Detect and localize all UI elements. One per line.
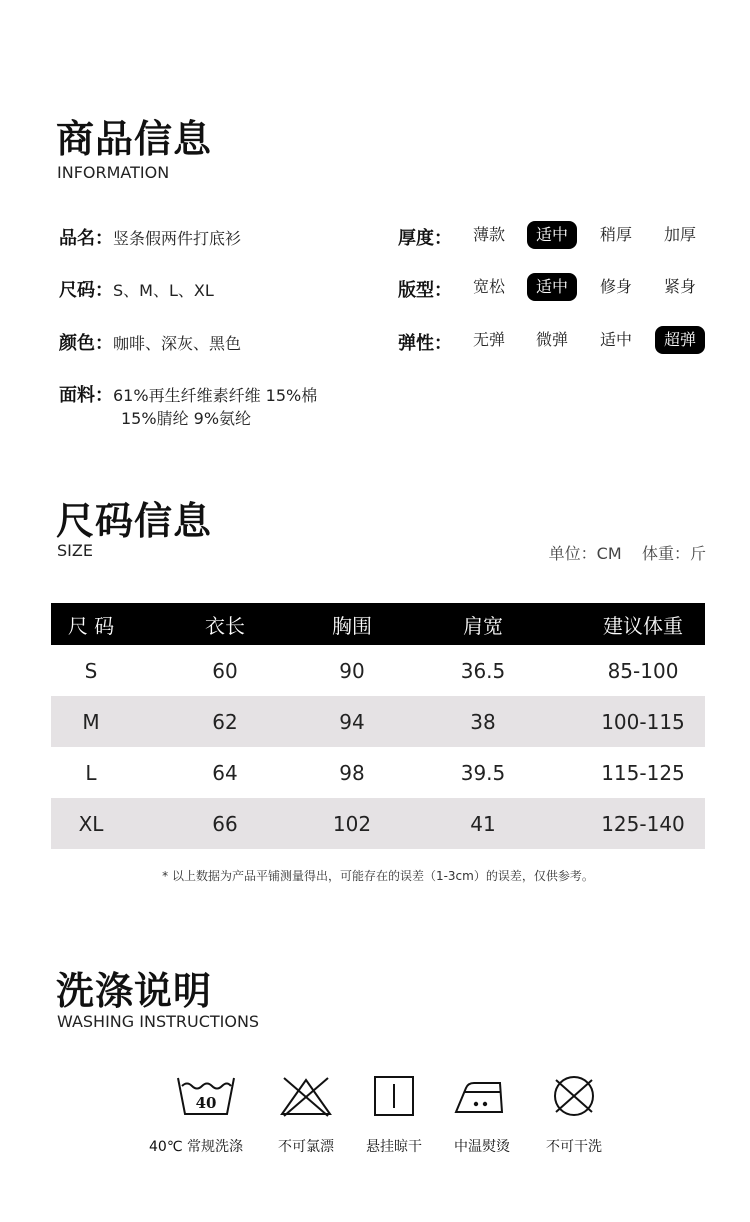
table-cell: 36.5 — [460, 658, 506, 683]
wash-40-icon — [176, 1074, 236, 1118]
fit-option: 宽松 — [472, 277, 505, 296]
washing-subtitle: WASHING INSTRUCTIONS — [57, 1012, 260, 1031]
product-color-row — [59, 329, 241, 355]
table-cell: 66 — [131, 798, 319, 849]
table-cell: 38 — [385, 696, 581, 747]
iron-medium-label: 中温熨烫 — [454, 1139, 510, 1155]
fit-option-selected: 适中 — [527, 273, 577, 301]
product-info-subtitle: INFORMATION — [57, 163, 170, 182]
table-cell: 39.5 — [460, 760, 506, 785]
table-cell: 100-115 — [581, 696, 705, 747]
elasticity-label: 弹性： — [398, 333, 452, 354]
product-size-value: S、M、L、XL — [113, 281, 214, 300]
table-cell: S — [84, 658, 98, 683]
washing-title: 洗涤说明 — [56, 969, 213, 1013]
column-header: 衣长 — [131, 603, 319, 645]
table-cell: 41 — [385, 798, 581, 849]
hang-dry-label: 悬挂晾干 — [366, 1139, 422, 1155]
table-cell: 98 — [339, 760, 365, 785]
thickness-option: 薄款 — [472, 225, 505, 244]
product-fabric-line1: 61%再生纤维素纤维 15%棉 — [113, 386, 318, 405]
product-name-value: 竖条假两件打底衫 — [113, 229, 242, 248]
elasticity-option: 无弹 — [472, 330, 505, 349]
elasticity-option: 微弹 — [535, 330, 568, 349]
thickness-option: 稍厚 — [599, 225, 632, 244]
product-size-row — [59, 276, 214, 302]
no-dry-clean-label: 不可干洗 — [546, 1139, 602, 1155]
column-header: 建议体重 — [581, 603, 705, 645]
table-row — [51, 747, 705, 798]
column-header: 尺 码 — [51, 603, 131, 645]
product-size-label: 尺码： — [59, 280, 113, 301]
table-cell: 115-125 — [601, 760, 685, 785]
table-cell: 94 — [319, 696, 385, 747]
size-unit-text: 单位：CM 体重：斤 — [548, 544, 706, 563]
column-header: 胸围 — [319, 603, 385, 645]
product-name-row — [59, 224, 241, 250]
size-table-header — [51, 603, 705, 645]
product-color-label: 颜色： — [59, 333, 113, 354]
elasticity-option-selected: 超弹 — [655, 326, 705, 354]
table-cell: 62 — [131, 696, 319, 747]
table-cell: 85-100 — [607, 658, 679, 683]
table-cell: 90 — [339, 658, 365, 683]
fit-option: 紧身 — [663, 277, 696, 296]
size-table — [51, 603, 705, 849]
no-bleach-label: 不可氯漂 — [278, 1139, 334, 1155]
fit-option: 修身 — [599, 277, 632, 296]
thickness-option-selected: 适中 — [527, 221, 577, 249]
wash-40-label: 40℃ 常规洗涤 — [149, 1139, 243, 1155]
iron-medium-icon — [452, 1074, 512, 1118]
size-info-subtitle: SIZE — [57, 541, 93, 560]
table-cell: 64 — [212, 760, 238, 785]
product-info-title: 商品信息 — [56, 117, 213, 161]
column-header: 肩宽 — [385, 603, 581, 645]
product-name-label: 品名： — [59, 228, 113, 249]
wash-temperature: 40 — [195, 1094, 217, 1112]
product-fabric-row — [59, 381, 317, 407]
table-cell: L — [85, 760, 97, 785]
product-color-value: 咖啡、深灰、黑色 — [113, 334, 242, 353]
table-row — [51, 798, 705, 849]
elasticity-option: 适中 — [599, 330, 632, 349]
thickness-option: 加厚 — [663, 225, 696, 244]
table-cell: XL — [51, 798, 131, 849]
table-cell: 102 — [319, 798, 385, 849]
fit-label: 版型： — [398, 280, 452, 301]
no-bleach-icon — [276, 1074, 336, 1118]
table-cell: 60 — [212, 658, 238, 683]
size-note: * 以上数据为产品平铺测量得出，可能存在的误差（1-3cm）的误差，仅供参考。 — [162, 869, 594, 883]
hang-dry-icon — [364, 1074, 424, 1118]
table-row — [51, 696, 705, 747]
product-fabric-label: 面料： — [59, 385, 113, 406]
table-row — [51, 645, 705, 696]
no-dry-clean-icon — [544, 1074, 604, 1118]
table-cell: M — [51, 696, 131, 747]
table-cell: 125-140 — [581, 798, 705, 849]
size-info-title: 尺码信息 — [56, 499, 213, 543]
product-fabric-line2: 15%腈纶 9%氨纶 — [121, 409, 252, 428]
thickness-label: 厚度： — [398, 228, 452, 249]
